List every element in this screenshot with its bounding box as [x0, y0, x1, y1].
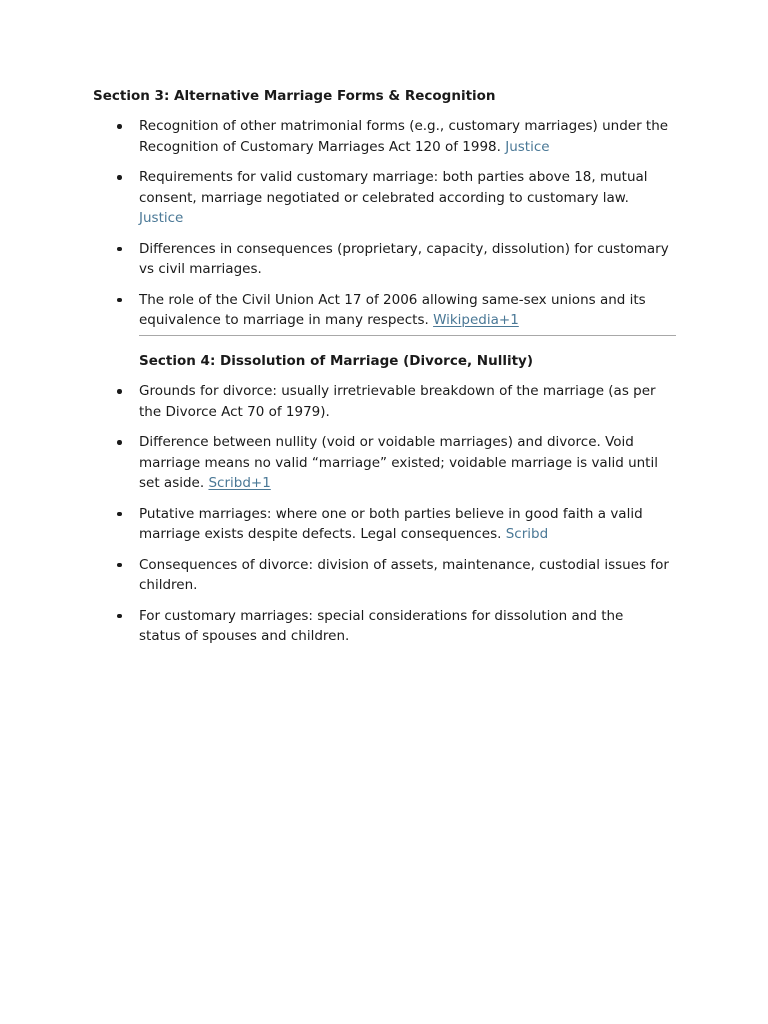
list-item [0, 116, 669, 157]
bullet-icon [117, 440, 122, 445]
source-link-wikipedia[interactable]: Wikipedia+1 [433, 312, 519, 328]
bullet-icon [117, 512, 122, 517]
list-item-text: The role of the Civil Union Act 17 of 2006 allowing same-sex unions and its equivalence to marriage in many respects. [139, 291, 646, 328]
bullet-icon [117, 563, 122, 568]
list-item-text: For customary marriages: special considerations for dissolution and the status of spouses and children. [139, 607, 624, 644]
list-item-text: Differences in consequences (proprietary, capacity, dissolution) for customary vs civil marriages. [139, 240, 669, 277]
section-4-list [0, 381, 768, 657]
source-link-justice[interactable]: Justice [139, 210, 184, 226]
source-link-scribd-plus[interactable]: Scribd+1 [208, 475, 271, 491]
list-item [0, 167, 669, 229]
source-link-scribd[interactable]: Scribd [505, 526, 549, 542]
list-item [0, 606, 669, 647]
section-4-heading: Section 4: Dissolution of Marriage (Divorce, Nullity) [139, 353, 534, 369]
list-item-text: Requirements for valid customary marriage: both parties above 18, mutual consent, marriage negotiated or celebrated according to customary law. [139, 169, 648, 206]
bullet-icon [117, 175, 122, 180]
list-item-text: Consequences of divorce: division of assets, maintenance, custodial issues for children. [139, 556, 669, 593]
section-3-heading: Section 3: Alternative Marriage Forms & Recognition [93, 88, 496, 104]
list-item [0, 555, 669, 596]
bullet-icon [117, 247, 122, 252]
bullet-icon [117, 389, 122, 394]
section-3-list [0, 116, 768, 341]
bullet-icon [117, 298, 122, 303]
list-item-text: Difference between nullity (void or voidable marriages) and divorce. Void marriage means no valid “marriage” existed; voidable marriage is valid until set aside. [139, 434, 658, 491]
list-item [0, 239, 669, 280]
bullet-icon [117, 614, 122, 619]
bullet-icon [117, 124, 122, 129]
list-item [0, 290, 669, 331]
section-divider [139, 335, 676, 336]
list-item-text: Recognition of other matrimonial forms (e.g., customary marriages) under the Recognition of Customary Marriages Act 120 of 1998. [139, 118, 669, 155]
list-item [0, 381, 669, 422]
list-item [0, 504, 669, 545]
source-link-justice[interactable]: Justice [505, 138, 550, 155]
list-item-text: Grounds for divorce: usually irretrievable breakdown of the marriage (as per the Divorce Act 70 of 1979). [139, 383, 656, 420]
list-item-text: Putative marriages: where one or both parties believe in good faith a valid marriage exists despite defects. Legal consequences. [139, 505, 643, 542]
list-item [0, 432, 669, 494]
